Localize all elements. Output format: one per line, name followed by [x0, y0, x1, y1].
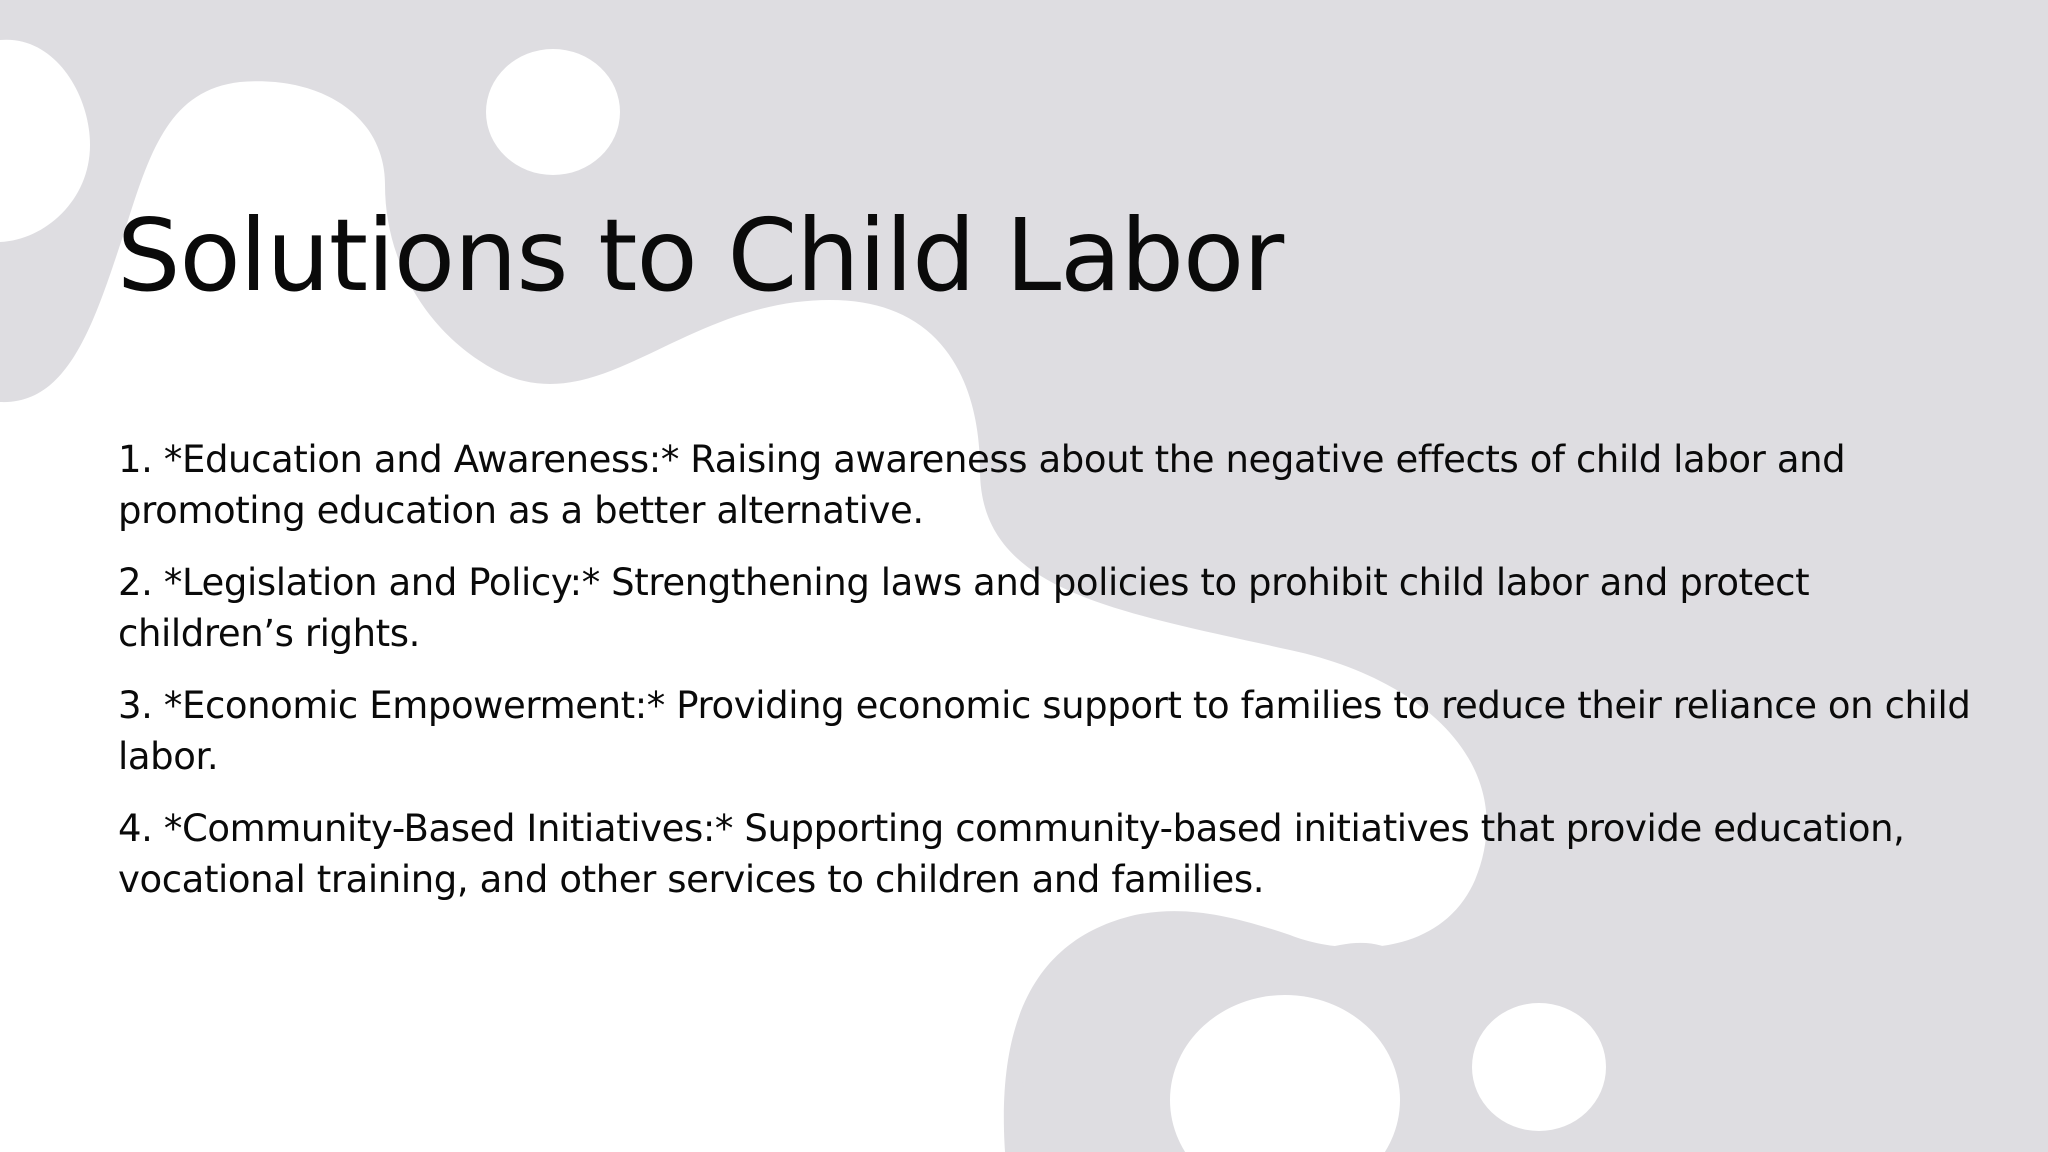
blob-top-left [0, 40, 90, 242]
circle-top [486, 49, 620, 175]
list-item: 4. *Community-Based Initiatives:* Supporting community-based initiatives that provide education, vocational training, and other services to children and families. [118, 807, 1905, 901]
solutions-list [118, 434, 1978, 926]
circle-bottom-right [1472, 1003, 1606, 1131]
slide-title: Solutions to Child Labor [117, 197, 1284, 314]
list-item: 1. *Education and Awareness:* Raising awareness about the negative effects of child labor and promoting education as a better alternative. [118, 438, 1846, 532]
list-item: 2. *Legislation and Policy:* Strengthening laws and policies to prohibit child labor and protect children’s rights. [118, 561, 1810, 655]
list-item: 3. *Economic Empowerment:* Providing economic support to families to reduce their reliance on child labor. [118, 684, 1971, 778]
